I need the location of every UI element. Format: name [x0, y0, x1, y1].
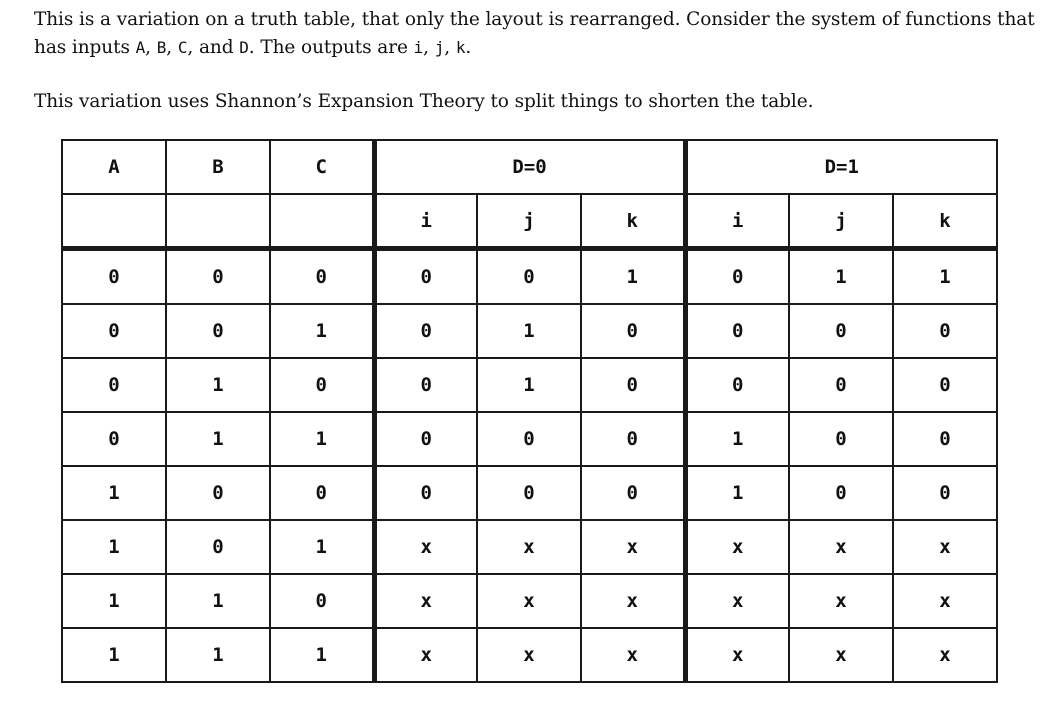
table-row [62, 520, 997, 574]
header-a: A [62, 140, 166, 194]
header-d1-k: k [893, 194, 997, 249]
table-row [62, 249, 997, 305]
cell-d1-k: 0 [893, 466, 997, 520]
cell-c: 0 [270, 466, 374, 520]
cell-d0-j: x [477, 628, 581, 682]
cell-c: 1 [270, 520, 374, 574]
cell-d0-i: 0 [374, 466, 477, 520]
cell-b: 1 [166, 358, 270, 412]
header-d1: D=1 [685, 140, 997, 194]
cell-d0-k: x [581, 574, 685, 628]
cell-d1-i: 0 [685, 304, 789, 358]
header-d0-i: i [374, 194, 477, 249]
cell-d0-j: 1 [477, 358, 581, 412]
cell-d1-i: x [685, 520, 789, 574]
intro-and: , and [187, 37, 240, 58]
cell-d1-i: x [685, 574, 789, 628]
cell-d1-k: x [893, 628, 997, 682]
cell-d1-k: x [893, 574, 997, 628]
cell-d0-k: x [581, 520, 685, 574]
cell-d0-i: 0 [374, 249, 477, 305]
cell-a: 0 [62, 304, 166, 358]
cell-a: 1 [62, 628, 166, 682]
cell-d0-j: x [477, 520, 581, 574]
intro-outputs-text: . The outputs are [248, 37, 414, 58]
cell-b: 1 [166, 628, 270, 682]
cell-d1-j: 0 [789, 412, 893, 466]
cell-d1-i: 1 [685, 412, 789, 466]
intro-period: . [465, 37, 472, 58]
header-d0-k: k [581, 194, 685, 249]
header-d1-j: j [789, 194, 893, 249]
cell-d0-j: 0 [477, 249, 581, 305]
cell-c: 0 [270, 358, 374, 412]
intro-paragraph [34, 6, 1044, 62]
cell-b: 1 [166, 412, 270, 466]
cell-d1-j: x [789, 574, 893, 628]
cell-b: 1 [166, 574, 270, 628]
cell-d0-j: 0 [477, 466, 581, 520]
table-row [62, 466, 997, 520]
cell-d0-k: 1 [581, 249, 685, 305]
cell-d0-k: 0 [581, 466, 685, 520]
table-row [62, 412, 997, 466]
intro-comma: , [423, 37, 435, 58]
cell-d1-k: 0 [893, 304, 997, 358]
cell-d0-i: x [374, 574, 477, 628]
cell-d0-j: 1 [477, 304, 581, 358]
header-d0-j: j [477, 194, 581, 249]
header-b: B [166, 140, 270, 194]
output-i-code: i [413, 38, 424, 57]
cell-d1-k: 1 [893, 249, 997, 305]
intro-text: This is a variation on a truth table, that only the layout is rearranged. Consider the system of functions that has inputs [34, 9, 1035, 58]
input-a-code: A [135, 38, 146, 57]
cell-b: 0 [166, 304, 270, 358]
cell-a: 1 [62, 574, 166, 628]
table-row [62, 574, 997, 628]
cell-d1-j: 1 [789, 249, 893, 305]
cell-d1-j: 0 [789, 466, 893, 520]
header-c: C [270, 140, 374, 194]
cell-a: 1 [62, 520, 166, 574]
header-a-blank [62, 194, 166, 249]
cell-a: 1 [62, 466, 166, 520]
cell-c: 0 [270, 249, 374, 305]
cell-d0-i: 0 [374, 412, 477, 466]
cell-d0-i: 0 [374, 304, 477, 358]
header-row-top [62, 140, 997, 194]
header-c-blank [270, 194, 374, 249]
cell-d1-i: 0 [685, 249, 789, 305]
cell-d1-k: 0 [893, 358, 997, 412]
cell-d1-i: x [685, 628, 789, 682]
cell-d0-k: 0 [581, 304, 685, 358]
cell-d1-k: x [893, 520, 997, 574]
cell-b: 0 [166, 520, 270, 574]
cell-d0-j: 0 [477, 412, 581, 466]
cell-d0-k: 0 [581, 412, 685, 466]
cell-c: 1 [270, 412, 374, 466]
header-d1-i: i [685, 194, 789, 249]
cell-a: 0 [62, 358, 166, 412]
output-k-code: k [455, 38, 466, 57]
cell-d1-j: 0 [789, 304, 893, 358]
cell-b: 0 [166, 249, 270, 305]
truth-table [61, 139, 998, 683]
cell-a: 0 [62, 249, 166, 305]
input-b-code: B [156, 38, 167, 57]
cell-d0-i: 0 [374, 358, 477, 412]
shannon-paragraph: This variation uses Shannon’s Expansion Theory to split things to shorten the table. [34, 91, 814, 112]
output-j-code: j [434, 38, 445, 57]
cell-c: 1 [270, 304, 374, 358]
header-d0: D=0 [374, 140, 685, 194]
intro-comma: , [444, 37, 456, 58]
cell-d1-k: 0 [893, 412, 997, 466]
input-d-code: D [239, 38, 249, 57]
cell-a: 0 [62, 412, 166, 466]
cell-c: 0 [270, 574, 374, 628]
intro-comma: , [145, 37, 157, 58]
cell-d0-k: x [581, 628, 685, 682]
header-b-blank [166, 194, 270, 249]
cell-d0-j: x [477, 574, 581, 628]
cell-d0-k: 0 [581, 358, 685, 412]
cell-d1-j: x [789, 628, 893, 682]
cell-b: 0 [166, 466, 270, 520]
cell-d1-j: 0 [789, 358, 893, 412]
table-row [62, 628, 997, 682]
cell-d1-j: x [789, 520, 893, 574]
table-row [62, 304, 997, 358]
cell-d0-i: x [374, 520, 477, 574]
cell-c: 1 [270, 628, 374, 682]
cell-d1-i: 1 [685, 466, 789, 520]
table-row [62, 358, 997, 412]
cell-d0-i: x [374, 628, 477, 682]
input-c-code: C [177, 38, 188, 57]
intro-comma: , [166, 37, 178, 58]
header-row-outputs [62, 194, 997, 249]
cell-d1-i: 0 [685, 358, 789, 412]
